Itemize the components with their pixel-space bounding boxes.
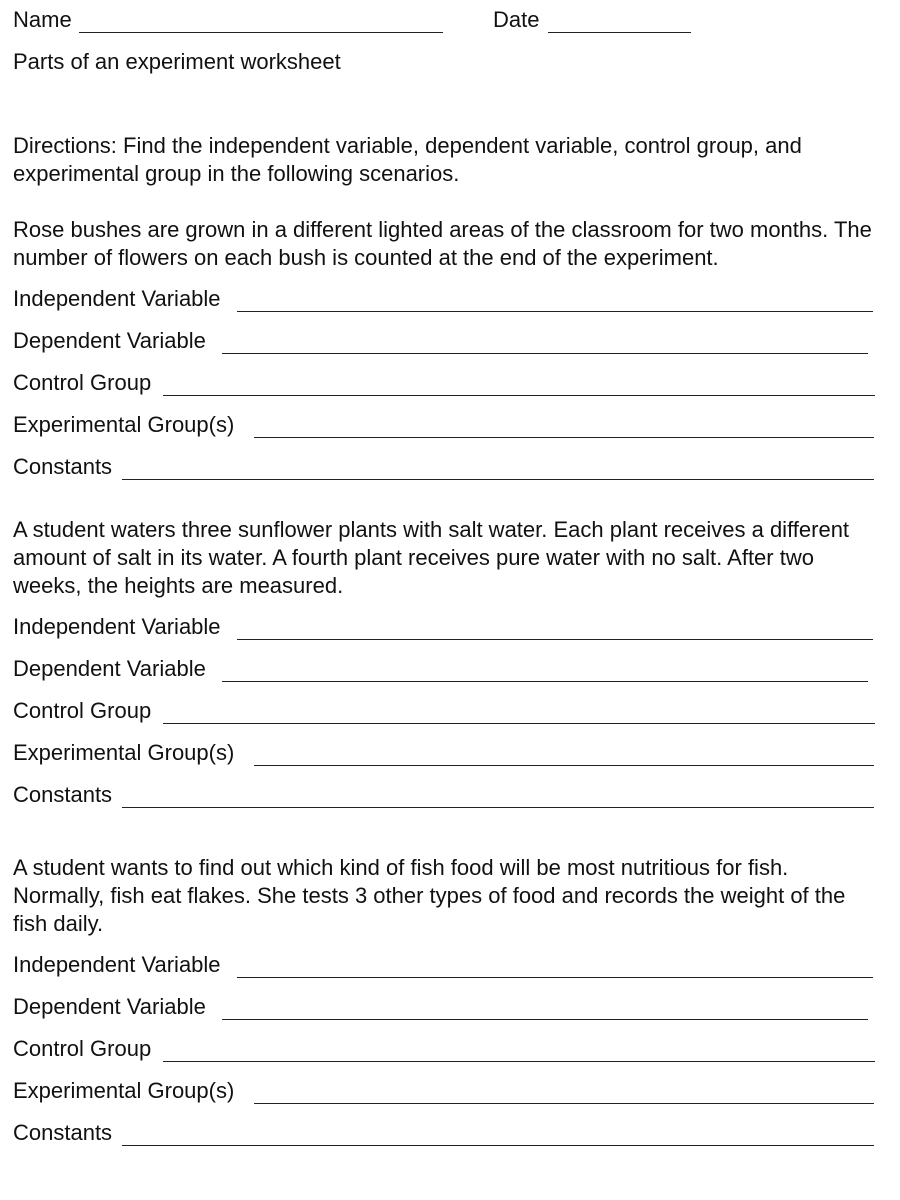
- independent-variable-label: Independent Variable: [13, 952, 221, 977]
- scenario-2-text: A student waters three sunflower plants with salt water. Each plant receives a different amount of salt in its water. A fourth plant receives pure water with no salt. After two weeks, the heights are measured.: [13, 517, 850, 598]
- experimental-group-blank[interactable]: [254, 765, 874, 766]
- constants-label: Constants: [13, 1120, 113, 1145]
- date-blank-line[interactable]: [548, 32, 691, 33]
- control-group-blank[interactable]: [163, 395, 875, 396]
- dependent-variable-blank[interactable]: [222, 681, 868, 682]
- date-label: Date: [493, 7, 540, 32]
- control-group-blank[interactable]: [163, 1061, 875, 1062]
- scenario-3-text: A student wants to find out which kind of fish food will be most nutritious for fish. Normally, fish eat flakes. She tests 3 other types of food and records the weight of the fish daily.: [13, 855, 846, 936]
- constants-label: Constants: [13, 454, 113, 479]
- dependent-variable-label: Dependent Variable: [13, 656, 206, 681]
- independent-variable-label: Independent Variable: [13, 614, 221, 639]
- name-label: Name: [13, 7, 72, 32]
- directions: Directions: Find the independent variable, dependent variable, control group, and experimental group in the following scenarios.: [13, 133, 802, 186]
- constants-label: Constants: [13, 782, 113, 807]
- scenario-1-text: Rose bushes are grown in a different lighted areas of the classroom for two months. The number of flowers on each bush is counted at the end of the experiment.: [13, 217, 872, 270]
- control-group-label: Control Group: [13, 698, 152, 723]
- control-group-label: Control Group: [13, 1036, 152, 1061]
- header-row: [13, 7, 875, 37]
- independent-variable-blank[interactable]: [237, 311, 873, 312]
- constants-blank[interactable]: [122, 807, 874, 808]
- constants-blank[interactable]: [122, 1145, 874, 1146]
- control-group-blank[interactable]: [163, 723, 875, 724]
- experimental-group-blank[interactable]: [254, 437, 874, 438]
- experimental-group-label: Experimental Group(s): [13, 412, 235, 437]
- dependent-variable-blank[interactable]: [222, 353, 868, 354]
- control-group-label: Control Group: [13, 370, 152, 395]
- dependent-variable-label: Dependent Variable: [13, 994, 206, 1019]
- dependent-variable-blank[interactable]: [222, 1019, 868, 1020]
- experimental-group-label: Experimental Group(s): [13, 1078, 235, 1103]
- constants-blank[interactable]: [122, 479, 874, 480]
- independent-variable-blank[interactable]: [237, 639, 873, 640]
- independent-variable-label: Independent Variable: [13, 286, 221, 311]
- experimental-group-blank[interactable]: [254, 1103, 874, 1104]
- experimental-group-label: Experimental Group(s): [13, 740, 235, 765]
- dependent-variable-label: Dependent Variable: [13, 328, 206, 353]
- worksheet-title: Parts of an experiment worksheet: [13, 49, 341, 74]
- name-blank-line[interactable]: [79, 32, 443, 33]
- independent-variable-blank[interactable]: [237, 977, 873, 978]
